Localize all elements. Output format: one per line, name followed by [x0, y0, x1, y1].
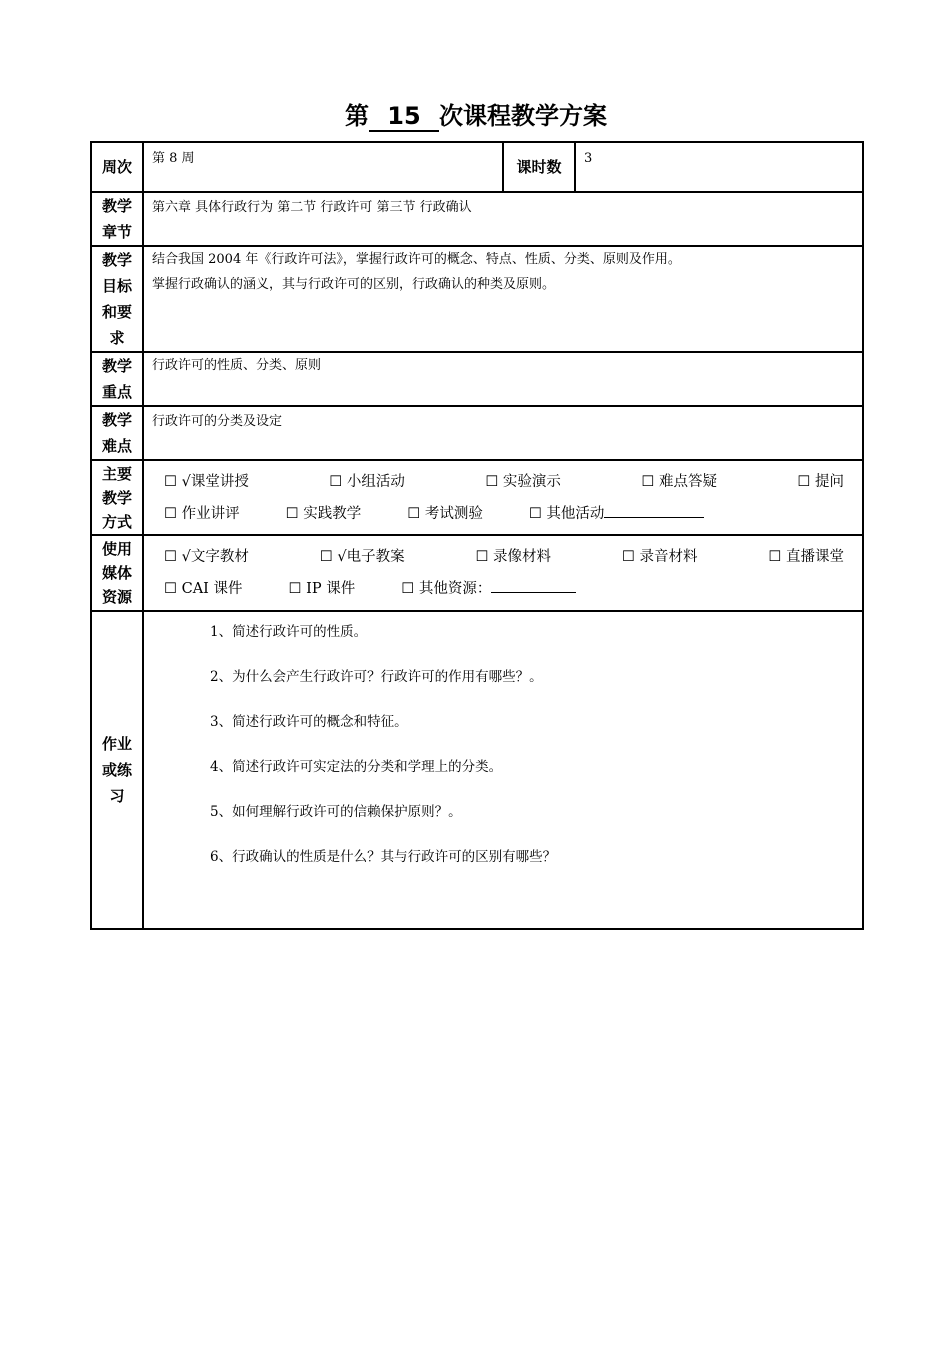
media-options — [143, 535, 863, 611]
media-label: 使用媒体资源 — [91, 535, 143, 611]
goals-row — [91, 246, 863, 352]
title-suffix: 次课程教学方案 — [439, 102, 607, 130]
week-value: 第 8 周 — [143, 142, 503, 192]
media-cai-checkbox[interactable]: ☐ CAI 课件 — [164, 581, 243, 597]
lesson-number: 15 — [369, 102, 439, 132]
key-points-label: 教学重点 — [91, 352, 143, 406]
homework-item: 5、如何理解行政许可的信赖保护原则？。 — [210, 804, 462, 820]
chapter-value: 第六章 具体行政行为 第二节 行政许可 第三节 行政确认 — [143, 192, 863, 246]
goal-line-1: 结合我国 2004 年《行政许可法》，掌握行政许可的概念、特点、性质、分类、原则及作用。 — [152, 252, 681, 267]
method-lecture-checkbox[interactable]: ☐ √课堂讲授 — [164, 473, 249, 490]
methods-options — [143, 460, 863, 535]
homework-row — [91, 611, 863, 929]
goal-line-2: 掌握行政确认的涵义，其与行政许可的区别，行政确认的种类及原则。 — [152, 277, 556, 292]
difficult-points-label: 教学难点 — [91, 406, 143, 460]
chapter-row — [91, 192, 863, 246]
lesson-plan-table — [90, 141, 864, 930]
homework-label: 作业或练习 — [91, 611, 143, 929]
homework-item: 3、简述行政许可的概念和特征。 — [210, 714, 408, 730]
difficult-points-value: 行政许可的分类及设定 — [143, 406, 863, 460]
method-questioning-checkbox[interactable]: ☐ 提问 — [797, 473, 844, 490]
methods-row — [91, 460, 863, 535]
goals-label: 教学目标和要求 — [91, 246, 143, 352]
homework-item: 2、为什么会产生行政许可？行政许可的作用有哪些？。 — [210, 669, 543, 685]
hours-value: 3 — [575, 142, 863, 192]
homework-list — [143, 611, 863, 929]
week-row — [91, 142, 863, 192]
media-video-checkbox[interactable]: ☐ 录像材料 — [475, 549, 552, 565]
method-demo-checkbox[interactable]: ☐ 实验演示 — [485, 473, 561, 490]
method-group-checkbox[interactable]: ☐ 小组活动 — [329, 473, 405, 490]
media-e-lesson-checkbox[interactable]: ☐ √电子教案 — [319, 549, 405, 565]
hours-label: 课时数 — [503, 142, 575, 192]
media-live-checkbox[interactable]: ☐ 直播课堂 — [768, 549, 844, 565]
other-resource-blank[interactable] — [491, 576, 576, 593]
media-textbook-checkbox[interactable]: ☐ √文字教材 — [164, 549, 249, 565]
method-practice-checkbox[interactable]: ☐ 实践教学 — [285, 505, 362, 522]
week-label: 周次 — [91, 142, 143, 192]
other-activity-blank[interactable] — [604, 501, 704, 518]
goals-value — [143, 246, 863, 352]
title-prefix: 第 — [345, 102, 369, 130]
method-homework-review-checkbox[interactable]: ☐ 作业讲评 — [164, 505, 240, 522]
media-audio-checkbox[interactable]: ☐ 录音材料 — [621, 549, 698, 565]
method-exam-checkbox[interactable]: ☐ 考试测验 — [407, 505, 483, 522]
difficult-points-row — [91, 406, 863, 460]
chapter-label: 教学章节 — [91, 192, 143, 246]
homework-item: 1、简述行政许可的性质。 — [210, 624, 368, 640]
method-other-checkbox[interactable]: ☐ 其他活动 — [529, 498, 705, 530]
media-other-checkbox[interactable]: ☐ 其他资源： — [401, 573, 576, 605]
methods-label: 主要教学方式 — [91, 460, 143, 535]
media-row — [91, 535, 863, 611]
method-qa-checkbox[interactable]: ☐ 难点答疑 — [641, 473, 717, 490]
page-title — [0, 96, 952, 132]
key-points-value: 行政许可的性质、分类、原则 — [143, 352, 863, 406]
homework-item: 6、行政确认的性质是什么？其与行政许可的区别有哪些？ — [210, 849, 557, 865]
media-ip-checkbox[interactable]: ☐ IP 课件 — [288, 581, 356, 597]
homework-item: 4、简述行政许可实定法的分类和学理上的分类。 — [210, 759, 503, 775]
key-points-row — [91, 352, 863, 406]
